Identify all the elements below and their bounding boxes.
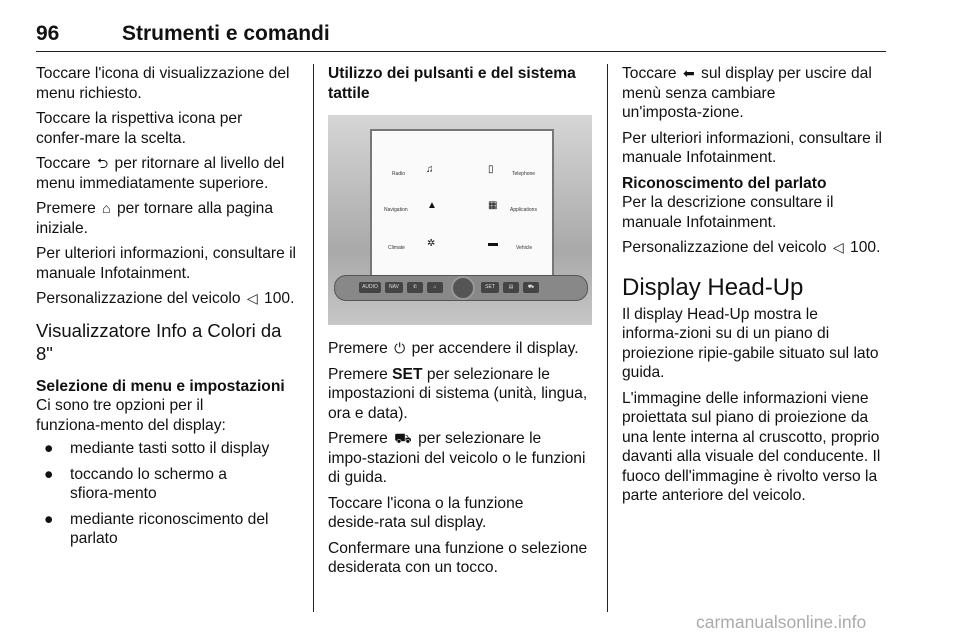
column-1 (36, 64, 298, 555)
text: Premere (36, 200, 96, 217)
subsection-title: Utilizzo dei pulsanti e del sistema tattile (328, 65, 576, 102)
vehicle-icon: ▬ (488, 238, 498, 249)
music-note-icon: ♫ (426, 164, 434, 175)
phone-icon: ▯ (488, 164, 494, 175)
power-icon: ⏻ (394, 340, 406, 356)
home-button: ⌂ (427, 282, 443, 293)
paragraph: Per ulteriori informazioni, consultare il manuale Infotainment. (622, 129, 882, 166)
page-header (36, 22, 886, 50)
column-3 (622, 64, 886, 512)
page-reference-link[interactable]: 100. (264, 290, 295, 307)
text: Personalizzazione del veicolo (36, 290, 241, 307)
paragraph: Toccare la rispettiva icona per confer‑mare la scelta. (36, 110, 243, 147)
text: per selezionare le impostazioni di sistema (unità, lingua, ora e data). (328, 365, 588, 422)
text: per selezionare le impo‑stazioni del veicolo o le funzioni di guida. (328, 430, 586, 486)
bullet-list (36, 439, 298, 549)
power-volume-knob (451, 276, 475, 300)
app-label: Climate (388, 245, 405, 251)
list-item: ● mediante tasti sotto il display (44, 440, 270, 457)
app-label: Applications (510, 207, 537, 213)
paragraph (328, 365, 592, 424)
watermark: carmanualsonline.info (696, 612, 867, 632)
text: Premere (328, 340, 388, 357)
text: Premere (328, 430, 388, 447)
text: Premere (328, 365, 388, 383)
text: Toccare (622, 65, 677, 82)
text: mediante tasti sotto il display (70, 440, 270, 457)
page-reference-icon: ◁ (246, 290, 258, 306)
column-divider-1 (313, 64, 314, 612)
paragraph (36, 199, 298, 238)
paragraph: Per la descrizione consultare il manuale Infotainment. (622, 194, 834, 231)
page-reference-link[interactable]: 100. (850, 239, 881, 256)
nav-button: NAV (385, 282, 403, 293)
text: per tornare alla pagina iniziale. (36, 200, 273, 237)
vehicle-settings-icon: ⛟ (394, 430, 412, 446)
section-heading: Display Head-Up (622, 273, 804, 301)
list-item: ● mediante riconoscimento del parlato (44, 510, 269, 547)
app-label: Telephone (512, 171, 536, 177)
climate-icon: ✲ (427, 238, 436, 249)
back-arrow-icon: ⮌ (96, 155, 109, 171)
set-label: SET (392, 365, 423, 383)
phone-button: ✆ (407, 282, 423, 293)
infotainment-figure (328, 115, 592, 325)
paragraph (622, 238, 886, 258)
paragraph: L'immagine delle informazioni viene proiettata sul piano di proiezione da una lente interna al cruscotto, proprio davanti alla visuale del conducente. Il fuoco dell'immagine è rivolto verso la parte anteriore del veicolo. (622, 389, 881, 504)
display-screen (370, 129, 554, 277)
text: mediante riconoscimento del parlato (70, 510, 269, 547)
set-button: SET (481, 282, 499, 293)
audio-button: AUDIO (359, 282, 381, 293)
app-label: Radio (392, 171, 406, 177)
subsection-title: Selezione di menu e impostazioni (36, 377, 285, 395)
list-item: ● toccando lo schermo a sfiora‑mento (44, 465, 227, 502)
back-icon: ⬅ (682, 65, 695, 81)
column-divider-2 (607, 64, 608, 612)
control-panel (334, 275, 588, 301)
text: Toccare (36, 155, 91, 172)
text: Personalizzazione del veicolo (622, 239, 827, 256)
text: toccando lo schermo a sfiora‑mento (70, 465, 227, 502)
section-title: Visualizzatore Info a Colori da 8" (36, 319, 282, 364)
paragraph: Ci sono tre opzioni per il funziona‑mento del display: (36, 397, 226, 434)
paragraph (36, 154, 298, 193)
subsection-title: Riconoscimento del parlato (622, 174, 827, 192)
navigation-icon: ▲ (427, 200, 437, 211)
paragraph: Toccare l'icona di visualizzazione del menu richiesto. (36, 65, 290, 102)
app-label: Vehicle (516, 245, 533, 251)
column-2 (328, 64, 592, 584)
text: per accendere il display. (411, 340, 579, 357)
page-title: Strumenti e comandi (122, 22, 330, 45)
text: per ritornare al livello del menu immediatamente superiore. (36, 155, 285, 192)
paragraph: Il display Head-Up mostra le informa‑zioni su di un piano di proiezione ripie‑gabile situato sul lato guida. (622, 305, 879, 381)
app-label: Navigation (384, 207, 408, 213)
paragraph (328, 339, 592, 359)
page-reference-icon: ◁ (832, 239, 844, 255)
home-icon: ⌂ (102, 200, 111, 216)
paragraph (328, 429, 592, 488)
header-rule (36, 51, 886, 52)
vehicle-button: ⛟ (523, 282, 539, 293)
text: sul display per uscire dal menù senza cambiare un'imposta‑zione. (622, 65, 872, 121)
paragraph (622, 64, 886, 123)
applications-icon: ▦ (488, 200, 498, 211)
radio-button: ▤ (503, 282, 519, 293)
paragraph: Per ulteriori informazioni, consultare il manuale Infotainment. (36, 245, 296, 282)
paragraph (36, 289, 298, 309)
paragraph: Toccare l'icona o la funzione deside‑rata sul display. (328, 494, 524, 531)
paragraph: Confermare una funzione o selezione desiderata con un tocco. (328, 539, 588, 576)
page-number: 96 (36, 22, 60, 45)
